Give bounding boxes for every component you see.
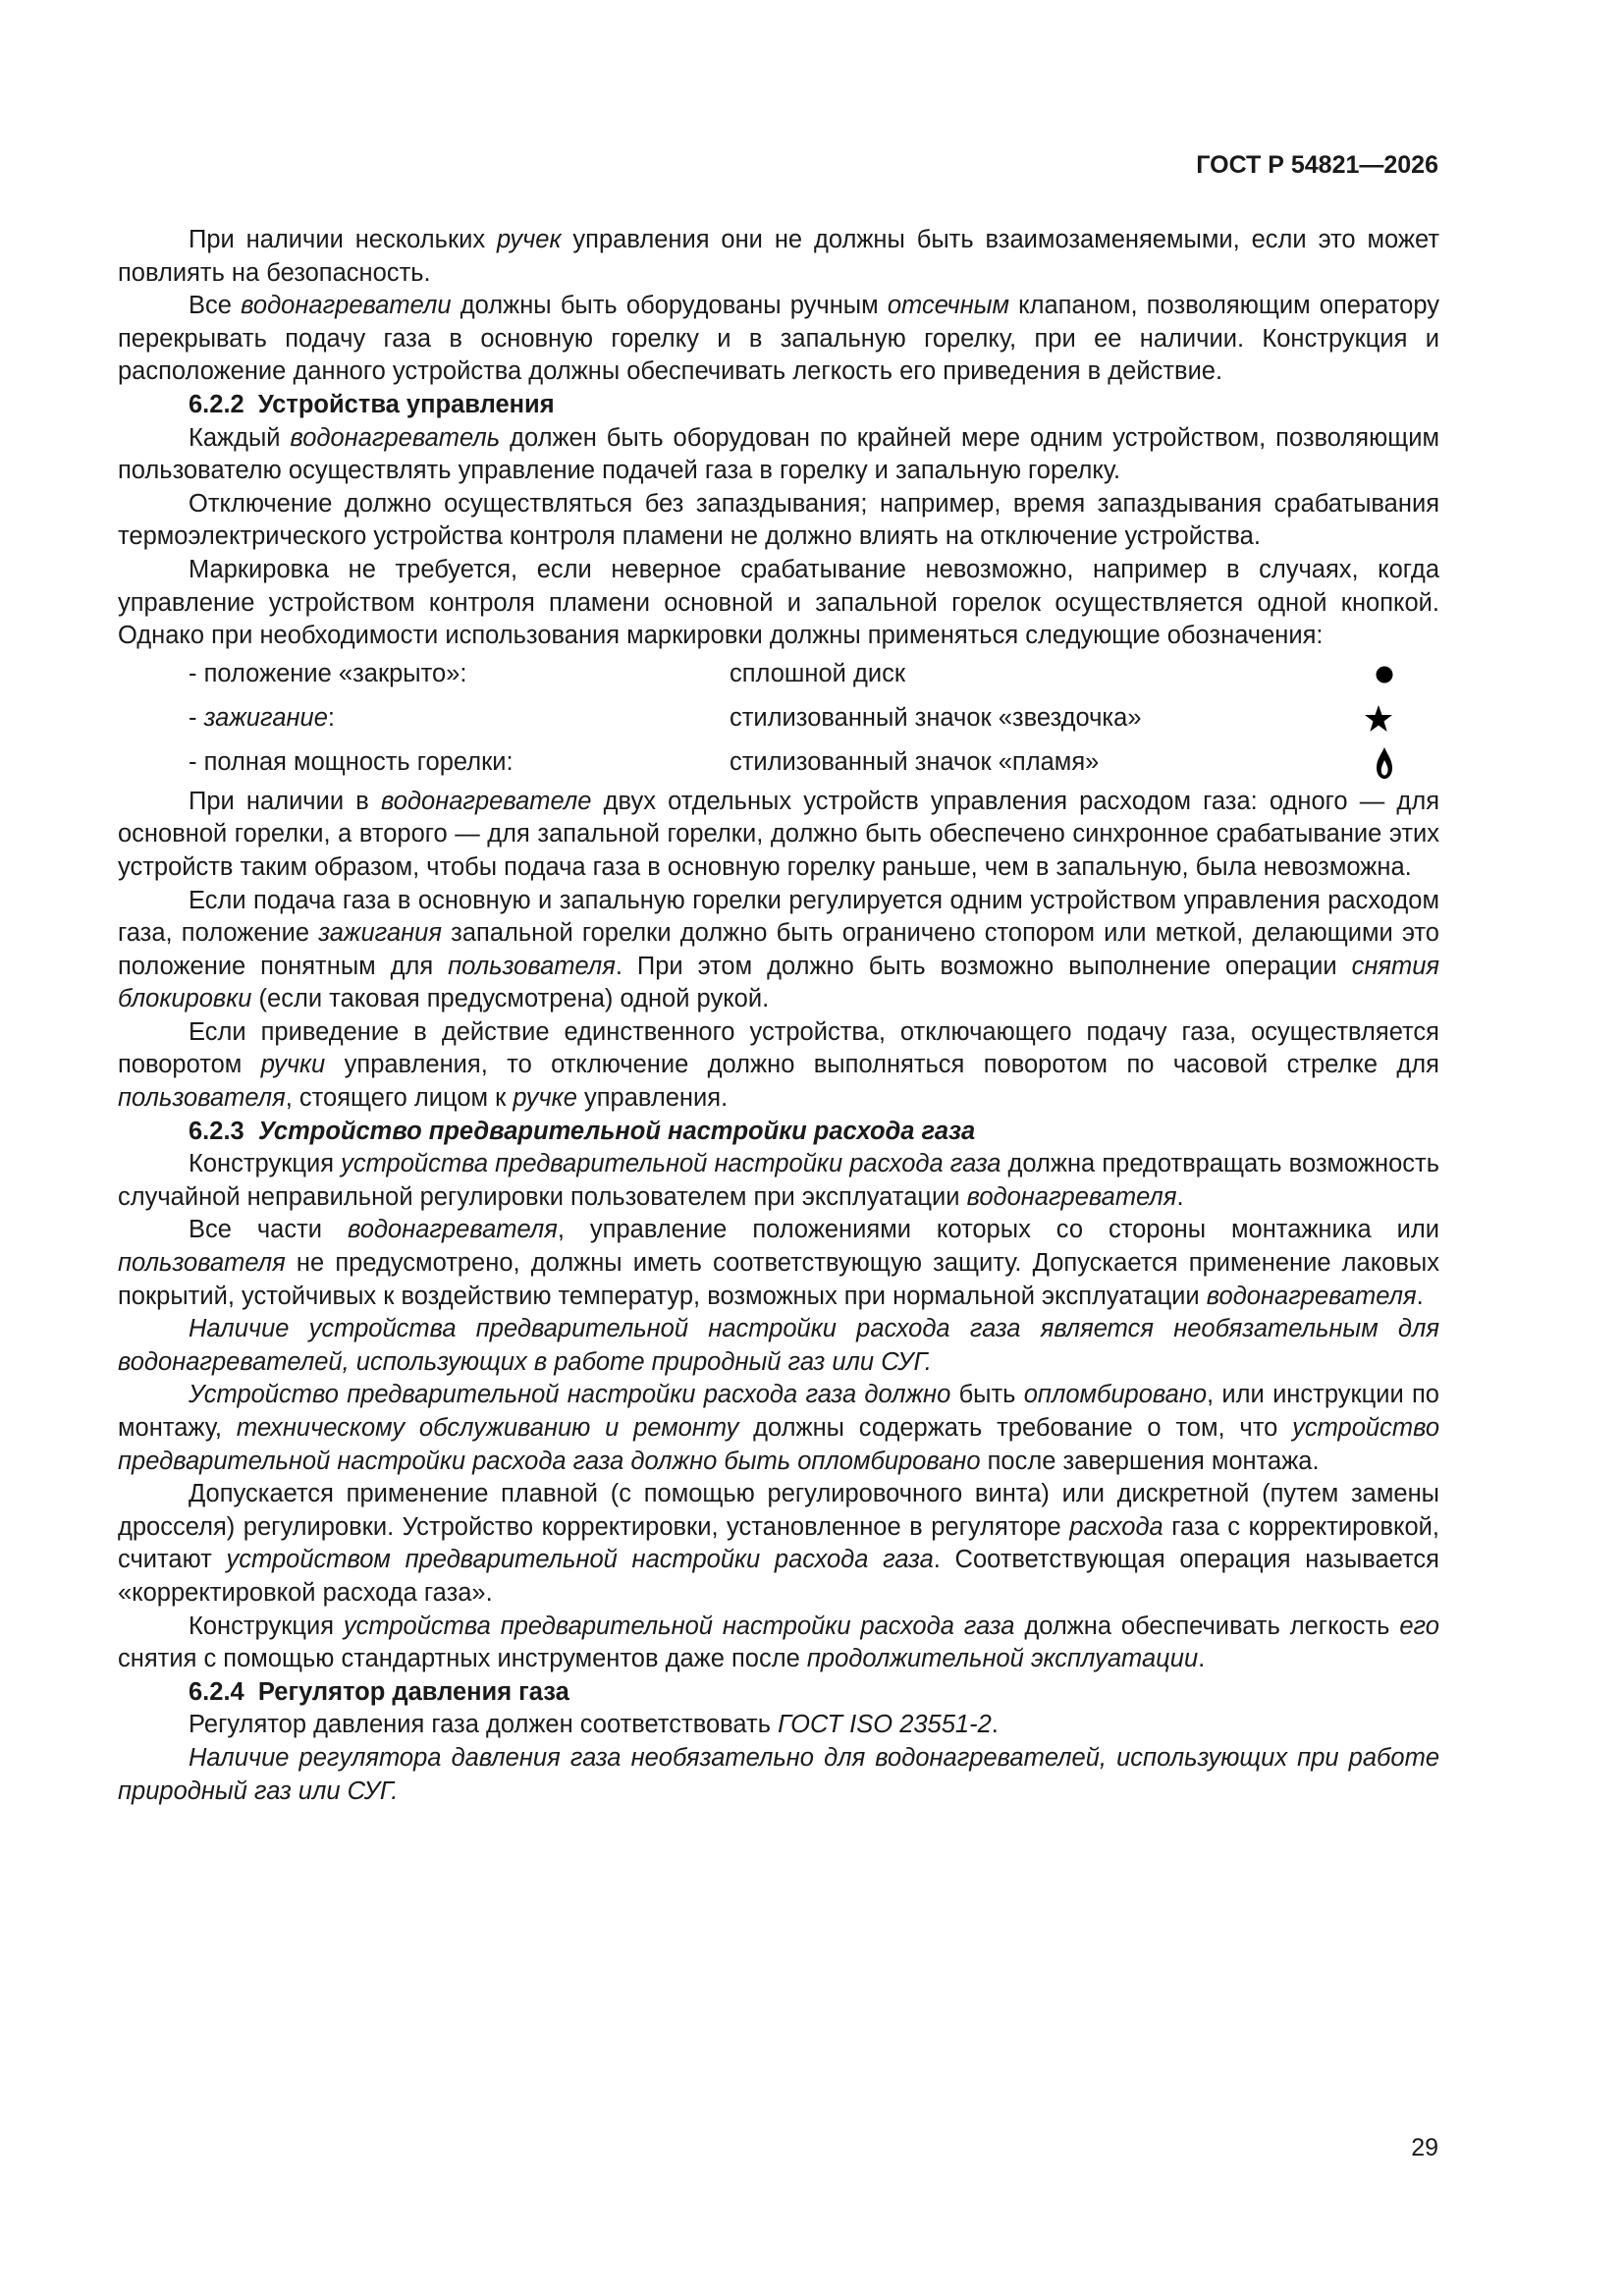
paragraph: Регулятор давления газа должен соответствовать ГОСТ ISO 23551-2. xyxy=(189,1711,999,1739)
paragraph xyxy=(118,422,1439,488)
term: отсечным xyxy=(887,292,1009,320)
section-number: 6.2.3 xyxy=(189,1117,244,1145)
marking-label: - зажигание: xyxy=(189,704,336,733)
section-heading-6-2-2 xyxy=(118,389,1439,422)
document-id: ГОСТ Р 54821—2026 xyxy=(1196,151,1438,179)
paragraph: Если приведение в действие единственного устройства, отключающего подачу газа, осуществляется поворотом ручки управления, то отключение должно выполняться поворотом по часовой стрелке для пользователя, стоящего лицом к ручке управления. xyxy=(118,1017,1439,1113)
text: должны быть оборудованы ручным xyxy=(451,292,888,320)
term: ручек xyxy=(497,226,562,253)
text: Все xyxy=(189,292,242,320)
marking-label: - положение «закрыто»: xyxy=(189,660,467,688)
section-heading-6-2-4 xyxy=(118,1676,1439,1710)
paragraph: Конструкция устройства предварительной настройки расхода газа должна предотвращать возможность случайной неправильной регулировки пользователем при эксплуатации водонагревателя. xyxy=(118,1150,1439,1211)
section-number: 6.2.2 xyxy=(189,390,244,418)
marking-row xyxy=(118,741,1439,786)
section-title: Устройство предварительной настройки расхода газа xyxy=(257,1117,976,1145)
text: Каждый xyxy=(189,423,291,452)
term: водонагреватель xyxy=(290,423,501,452)
paragraph: Отключение должно осуществляться без запаздывания; например, время запаздывания срабатывания термоэлектрического устройства контроля пламени не должно влиять на отключение устройства. xyxy=(118,489,1439,551)
marking-description: сплошной диск xyxy=(730,660,905,688)
standard-reference: ГОСТ ISO 23551-2 xyxy=(778,1711,992,1739)
section-number: 6.2.4 xyxy=(189,1677,244,1706)
section-title: Устройства управления xyxy=(257,390,555,418)
paragraph xyxy=(118,224,1439,290)
section-heading-6-2-3 xyxy=(118,1116,1439,1149)
text: При наличии нескольких xyxy=(189,226,498,253)
marking-row xyxy=(118,697,1439,741)
marking-description: стилизованный значок «пламя» xyxy=(730,748,1100,777)
paragraph xyxy=(118,290,1439,389)
marking-row xyxy=(118,653,1439,697)
flame-icon xyxy=(1376,746,1393,780)
marking-list xyxy=(118,653,1439,786)
text: клапаном, позволяющим оператору перекрывать подачу газа в основную горелку и в запальную горелку, при ее наличии. Конструкция и расположение данного устройства должны обеспечивать легкость его приведения в действие. xyxy=(118,292,1439,386)
paragraph: Устройство предварительной настройки расхода газа должно быть опломбировано, или инструкции по монтажу, техническому обслуживанию и ремонту должны содержать требование о том, что устройство предварительной настройки расхода газа должно быть опломбировано после завершения монтажа. xyxy=(118,1381,1440,1475)
page-body xyxy=(118,224,1439,1808)
text: управления они не должны быть взаимозаменяемыми, если это может повлиять на безопасность. xyxy=(118,226,1439,287)
marking-description: стилизованный значок «звездочка» xyxy=(730,704,1142,733)
text: должен быть оборудован по крайней мере одним устройством, позволяющим пользователю осуществлять управление подачей газа в горелку и запальную горелку. xyxy=(118,423,1439,485)
page-number: 29 xyxy=(1411,2134,1438,2161)
term: водонагреватели xyxy=(241,292,452,320)
paragraph: Маркировка не требуется, если неверное срабатывание невозможно, например в случаях, когда управление устройством контроля пламени основной и запальной горелок осуществляется одной кнопкой. Однако при необходимости использования маркировки должны применяться следующие обозначения: xyxy=(118,555,1439,650)
paragraph: Допускается применение плавной (с помощью регулировочного винта) или дискретной (путем замены дросселя) регулировки. Устройство корректировки, установленное в регуляторе расхода газа с корректировкой, считают устройством предварительной настройки расхода газа. Соответствующая операция называется «корректировкой расхода газа». xyxy=(118,1480,1439,1607)
paragraph: При наличии в водонагревателе двух отдельных устройств управления расходом газа: одного — для основной горелки, а второго — для запальной горелки, должно быть обеспечено синхронное срабатывание этих устройств таким образом, чтобы подача газа в основную горелку раньше, чем в запальную, была невозможна. xyxy=(118,787,1440,881)
paragraph: Если подача газа в основную и запальную горелки регулируется одним устройством управления расходом газа, положение зажигания запальной горелки должно быть ограничено стопором или меткой, делающими это положение понятным для пользователя. При этом должно быть возможно выполнение операции снятия блокировки (если таковая предусмотрена) одной рукой. xyxy=(118,886,1440,1013)
paragraph: Конструкция устройства предварительной настройки расхода газа должна обеспечивать легкость его снятия с помощью стандартных инструментов даже после продолжительной эксплуатации. xyxy=(118,1612,1439,1673)
marking-label: - полная мощность горелки: xyxy=(189,748,514,777)
disc-icon xyxy=(1376,666,1393,683)
note-paragraph: Наличие регулятора давления газа необязательно для водонагревателей, использующих при работе природный газ или СУГ. xyxy=(118,1743,1439,1805)
note-paragraph: Наличие устройства предварительной настройки расхода газа является необязательным для водонагревателей, использующих в работе природный газ или СУГ. xyxy=(118,1315,1439,1376)
paragraph: Все части водонагревателя, управление положениями которых со стороны монтажника или пользователя не предусмотрено, должны иметь соответствующую защиту. Допускается применение лаковых покрытий, устойчивых к воздействию температур, возможных при нормальной эксплуатации водонагревателя. xyxy=(118,1216,1439,1310)
section-title: Регулятор давления газа xyxy=(257,1677,569,1706)
star-icon xyxy=(1364,704,1393,734)
